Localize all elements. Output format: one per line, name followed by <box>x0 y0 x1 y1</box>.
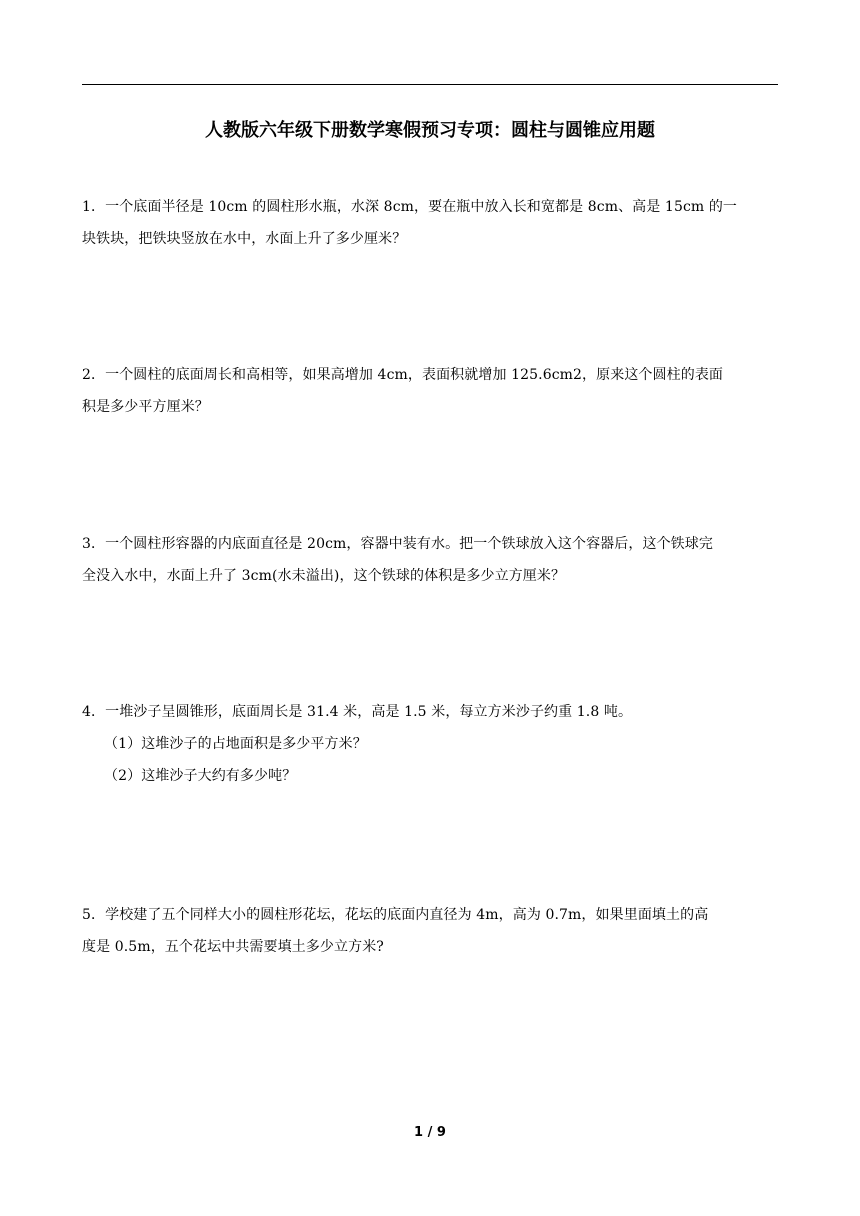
question-5-line-1: 5．学校建了五个同样大小的圆柱形花坛，花坛的底面内直径为 4m，高为 0.7m，如果里面填土的高 <box>82 907 709 923</box>
question-3-line-1: 3．一个圆柱形容器的内底面直径是 20cm，容器中装有水。把一个铁球放入这个容器后，这个铁球完 <box>82 536 713 552</box>
question-4 <box>82 696 780 792</box>
question-2-line-1: 2．一个圆柱的底面周长和高相等，如果高增加 4cm，表面积就增加 125.6cm2，原来这个圆柱的表面 <box>82 367 724 383</box>
question-1 <box>82 191 780 255</box>
question-5-line-2: 度是 0.5m，五个花坛中共需要填土多少立方米? <box>82 939 384 955</box>
question-5 <box>82 899 780 963</box>
header-rule <box>82 84 778 85</box>
question-1-line-1: 1．一个底面半径是 10cm 的圆柱形水瓶，水深 8cm，要在瓶中放入长和宽都是 8cm、高是 15cm 的一 <box>82 199 738 215</box>
question-3 <box>82 528 780 592</box>
question-4-sub-2: （2）这堆沙子大约有多少吨？ <box>104 768 297 784</box>
question-2-line-2: 积是多少平方厘米？ <box>82 399 209 415</box>
question-2 <box>82 359 780 423</box>
question-4-sub-1: （1）这堆沙子的占地面积是多少平方米？ <box>104 736 367 752</box>
question-1-line-2: 块铁块，把铁块竖放在水中，水面上升了多少厘米？ <box>82 231 407 247</box>
question-3-line-2: 全没入水中，水面上升了 3cm(水未溢出)，这个铁球的体积是多少立方厘米？ <box>82 568 566 584</box>
question-4-line-1: 4．一堆沙子呈圆锥形，底面周长是 31.4 米，高是 1.5 米，每立方米沙子约重 1.8 吨。 <box>82 704 633 720</box>
document-title: 人教版六年级下册数学寒假预习专项：圆柱与圆锥应用题 <box>205 120 655 141</box>
page-number: 1 / 9 <box>414 1125 446 1140</box>
